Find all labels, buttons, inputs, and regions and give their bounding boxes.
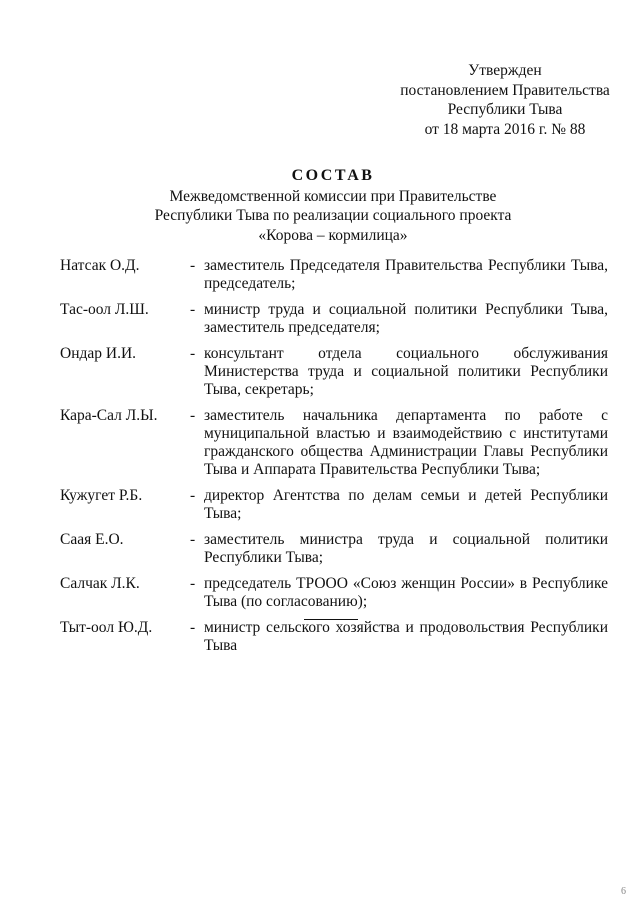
heading-line: Межведомственной комиссии при Правительстве — [169, 187, 497, 205]
member-role: заместитель начальника департамента по работе с муниципальной властью и взаимодействию с институтами гражданского общества Администрации Главы Республики Тыва и Аппарата Правительства Республики Тыва; — [204, 407, 608, 478]
corner-mark: 6 — [621, 886, 626, 897]
member-row — [60, 257, 608, 293]
member-name: Тас-оол Л.Ш. — [60, 301, 149, 318]
member-role: консультант отдела социального обслуживания Министерства труда и социальной политики Республики Тыва, секретарь; — [204, 345, 608, 398]
approval-stamp — [360, 61, 640, 139]
dash-separator: - — [190, 301, 196, 318]
document-heading — [0, 166, 640, 245]
member-role: заместитель Председателя Правительства Республики Тыва, председатель; — [204, 257, 608, 292]
member-role: директор Агентства по делам семьи и детей Республики Тыва; — [204, 487, 608, 522]
heading-line: «Корова – кормилица» — [258, 226, 408, 244]
dash-separator: - — [190, 575, 196, 592]
member-role: министр сельского хозяйства и продовольствия Республики Тыва — [204, 619, 608, 654]
closing-separator-line — [304, 619, 358, 620]
member-row — [60, 487, 608, 523]
member-row — [60, 407, 608, 479]
member-name: Кужугет Р.Б. — [60, 487, 143, 504]
member-name: Натсак О.Д. — [60, 257, 140, 274]
dash-separator: - — [190, 531, 196, 548]
dash-separator: - — [190, 407, 196, 424]
member-role: заместитель министра труда и социальной политики Республики Тыва; — [204, 531, 608, 566]
member-name: Саая Е.О. — [60, 531, 124, 548]
member-row — [60, 619, 608, 655]
member-row — [60, 531, 608, 567]
member-row — [60, 301, 608, 337]
approval-line: Республики Тыва — [447, 101, 563, 118]
dash-separator: - — [190, 619, 196, 636]
approval-line: постановлением Правительства — [400, 81, 610, 99]
member-name: Салчак Л.К. — [60, 575, 140, 592]
member-row — [60, 575, 608, 611]
member-role: председатель ТРООО «Союз женщин России» в Республике Тыва (по согласованию); — [204, 575, 608, 610]
heading-line: Республики Тыва по реализации социального проекта — [154, 207, 512, 224]
dash-separator: - — [190, 257, 196, 274]
approval-line: Утвержден — [468, 62, 542, 79]
member-name: Тыт-оол Ю.Д. — [60, 619, 153, 636]
dash-separator: - — [190, 345, 196, 362]
member-name: Кара-Сал Л.Ы. — [60, 407, 158, 424]
document-title: СОСТАВ — [291, 167, 375, 184]
member-role: министр труда и социальной политики Республики Тыва, заместитель председателя; — [204, 301, 608, 336]
dash-separator: - — [190, 487, 196, 504]
member-name: Ондар И.И. — [60, 345, 137, 362]
member-row — [60, 345, 608, 399]
members-list — [60, 257, 608, 663]
approval-date-line: от 18 марта 2016 г. № 88 — [424, 120, 586, 138]
